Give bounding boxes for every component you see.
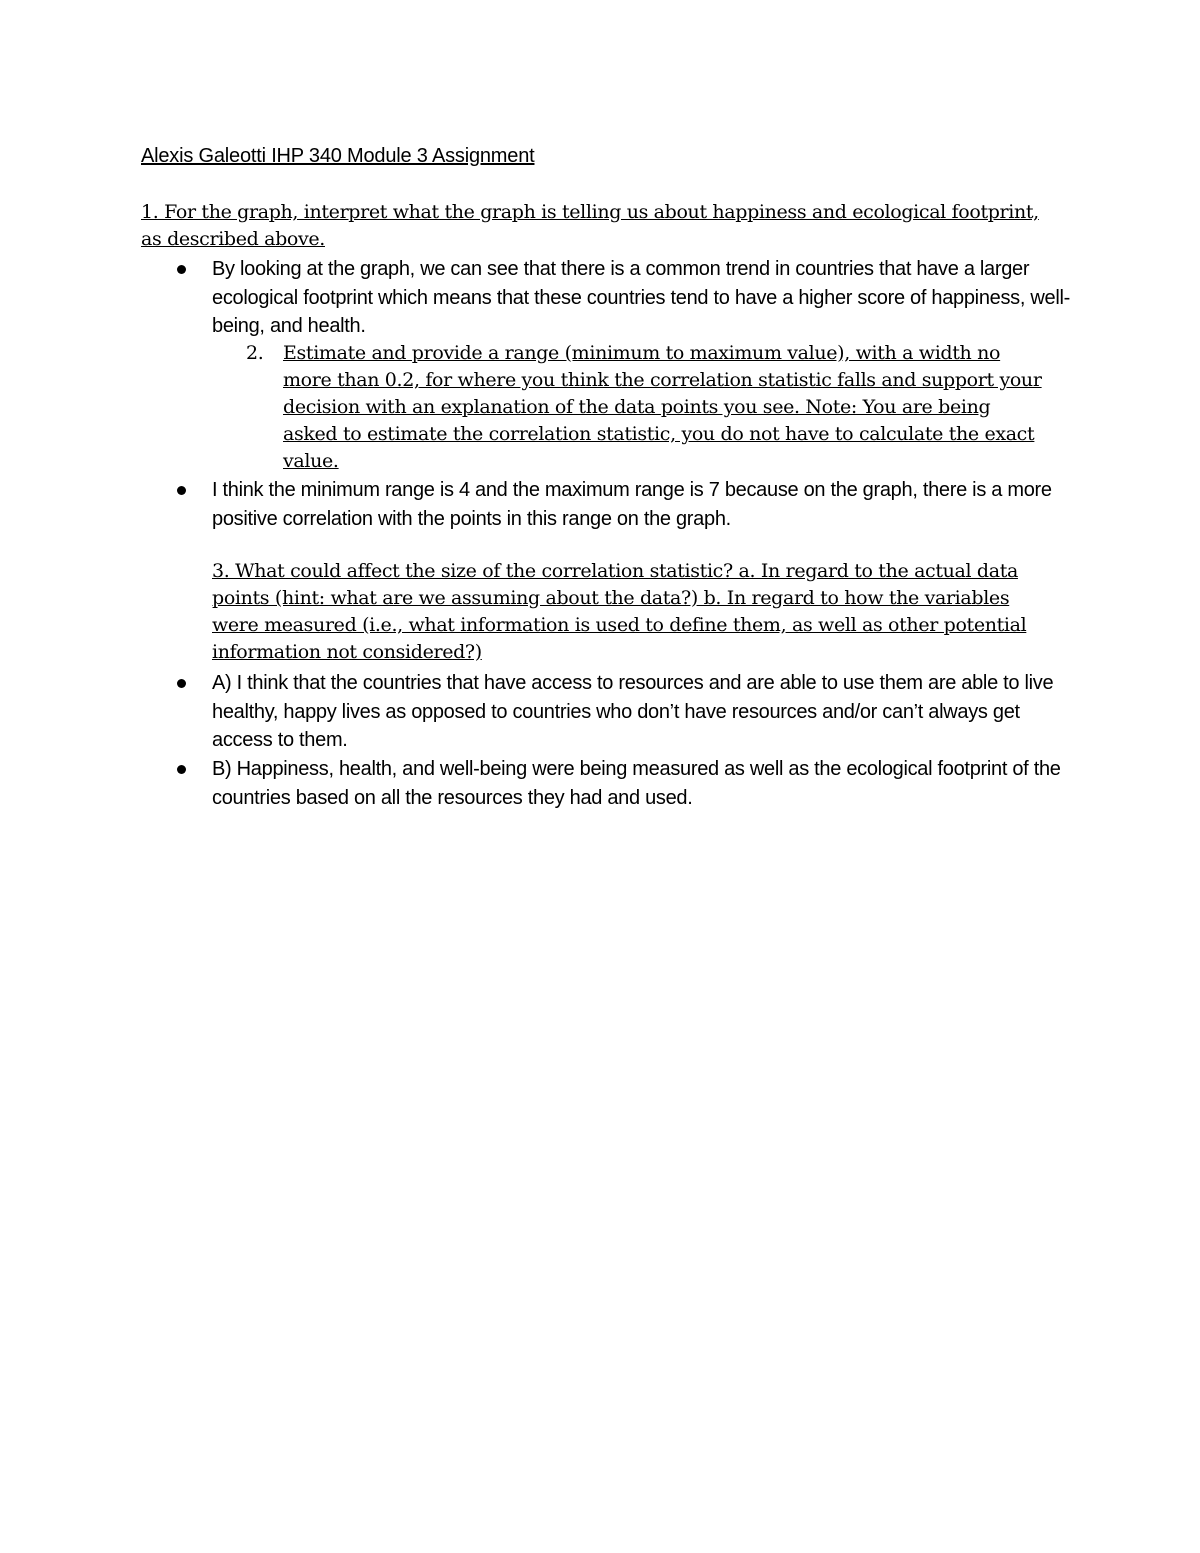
question-3: 3. What could affect the size of the correlation statistic? a. In regard to the actual data points (hint: what are we assuming about the data?) b. In regard to how the variables were measured (i.e., what information is used to define them, as well as other potential information not considered?): [212, 560, 1027, 663]
document-title: Alexis Galeotti IHP 340 Module 3 Assignment: [141, 145, 535, 167]
bullet-icon: [174, 476, 188, 504]
answer-1: By looking at the graph, we can see that there is a common trend in countries that have a larger ecological footprint which means that these countries tend to have a higher score of happiness, well-being, and health.: [212, 258, 1070, 337]
bullet-icon: [174, 255, 188, 283]
answer-2: I think the minimum range is 4 and the maximum range is 7 because on the graph, there is a more positive correlation with the points in this range on the graph.: [212, 479, 1052, 530]
question-1: 1. For the graph, interpret what the graph is telling us about happiness and ecological footprint, as described above.: [141, 201, 1039, 250]
bullet-icon: [174, 669, 188, 697]
question-2: [246, 340, 1046, 475]
question-2-number: 2.: [246, 342, 264, 364]
question-2-text: Estimate and provide a range (minimum to maximum value), with a width no more than 0.2, for where you think the correlation statistic falls and support your decision with an explanation of the data points you see. Note: You are being asked to estimate the correlation statistic, you do not have to calculate the exact value.: [283, 342, 1042, 472]
answer-3a: A) I think that the countries that have access to resources and are able to use them are able to live healthy, happy lives as opposed to countries who don’t have resources and/or can’t always get access to them.: [212, 672, 1054, 751]
answer-3b: B) Happiness, health, and well-being were being measured as well as the ecological footprint of the countries based on all the resources they had and used.: [212, 758, 1061, 809]
bullet-icon: [174, 755, 188, 783]
